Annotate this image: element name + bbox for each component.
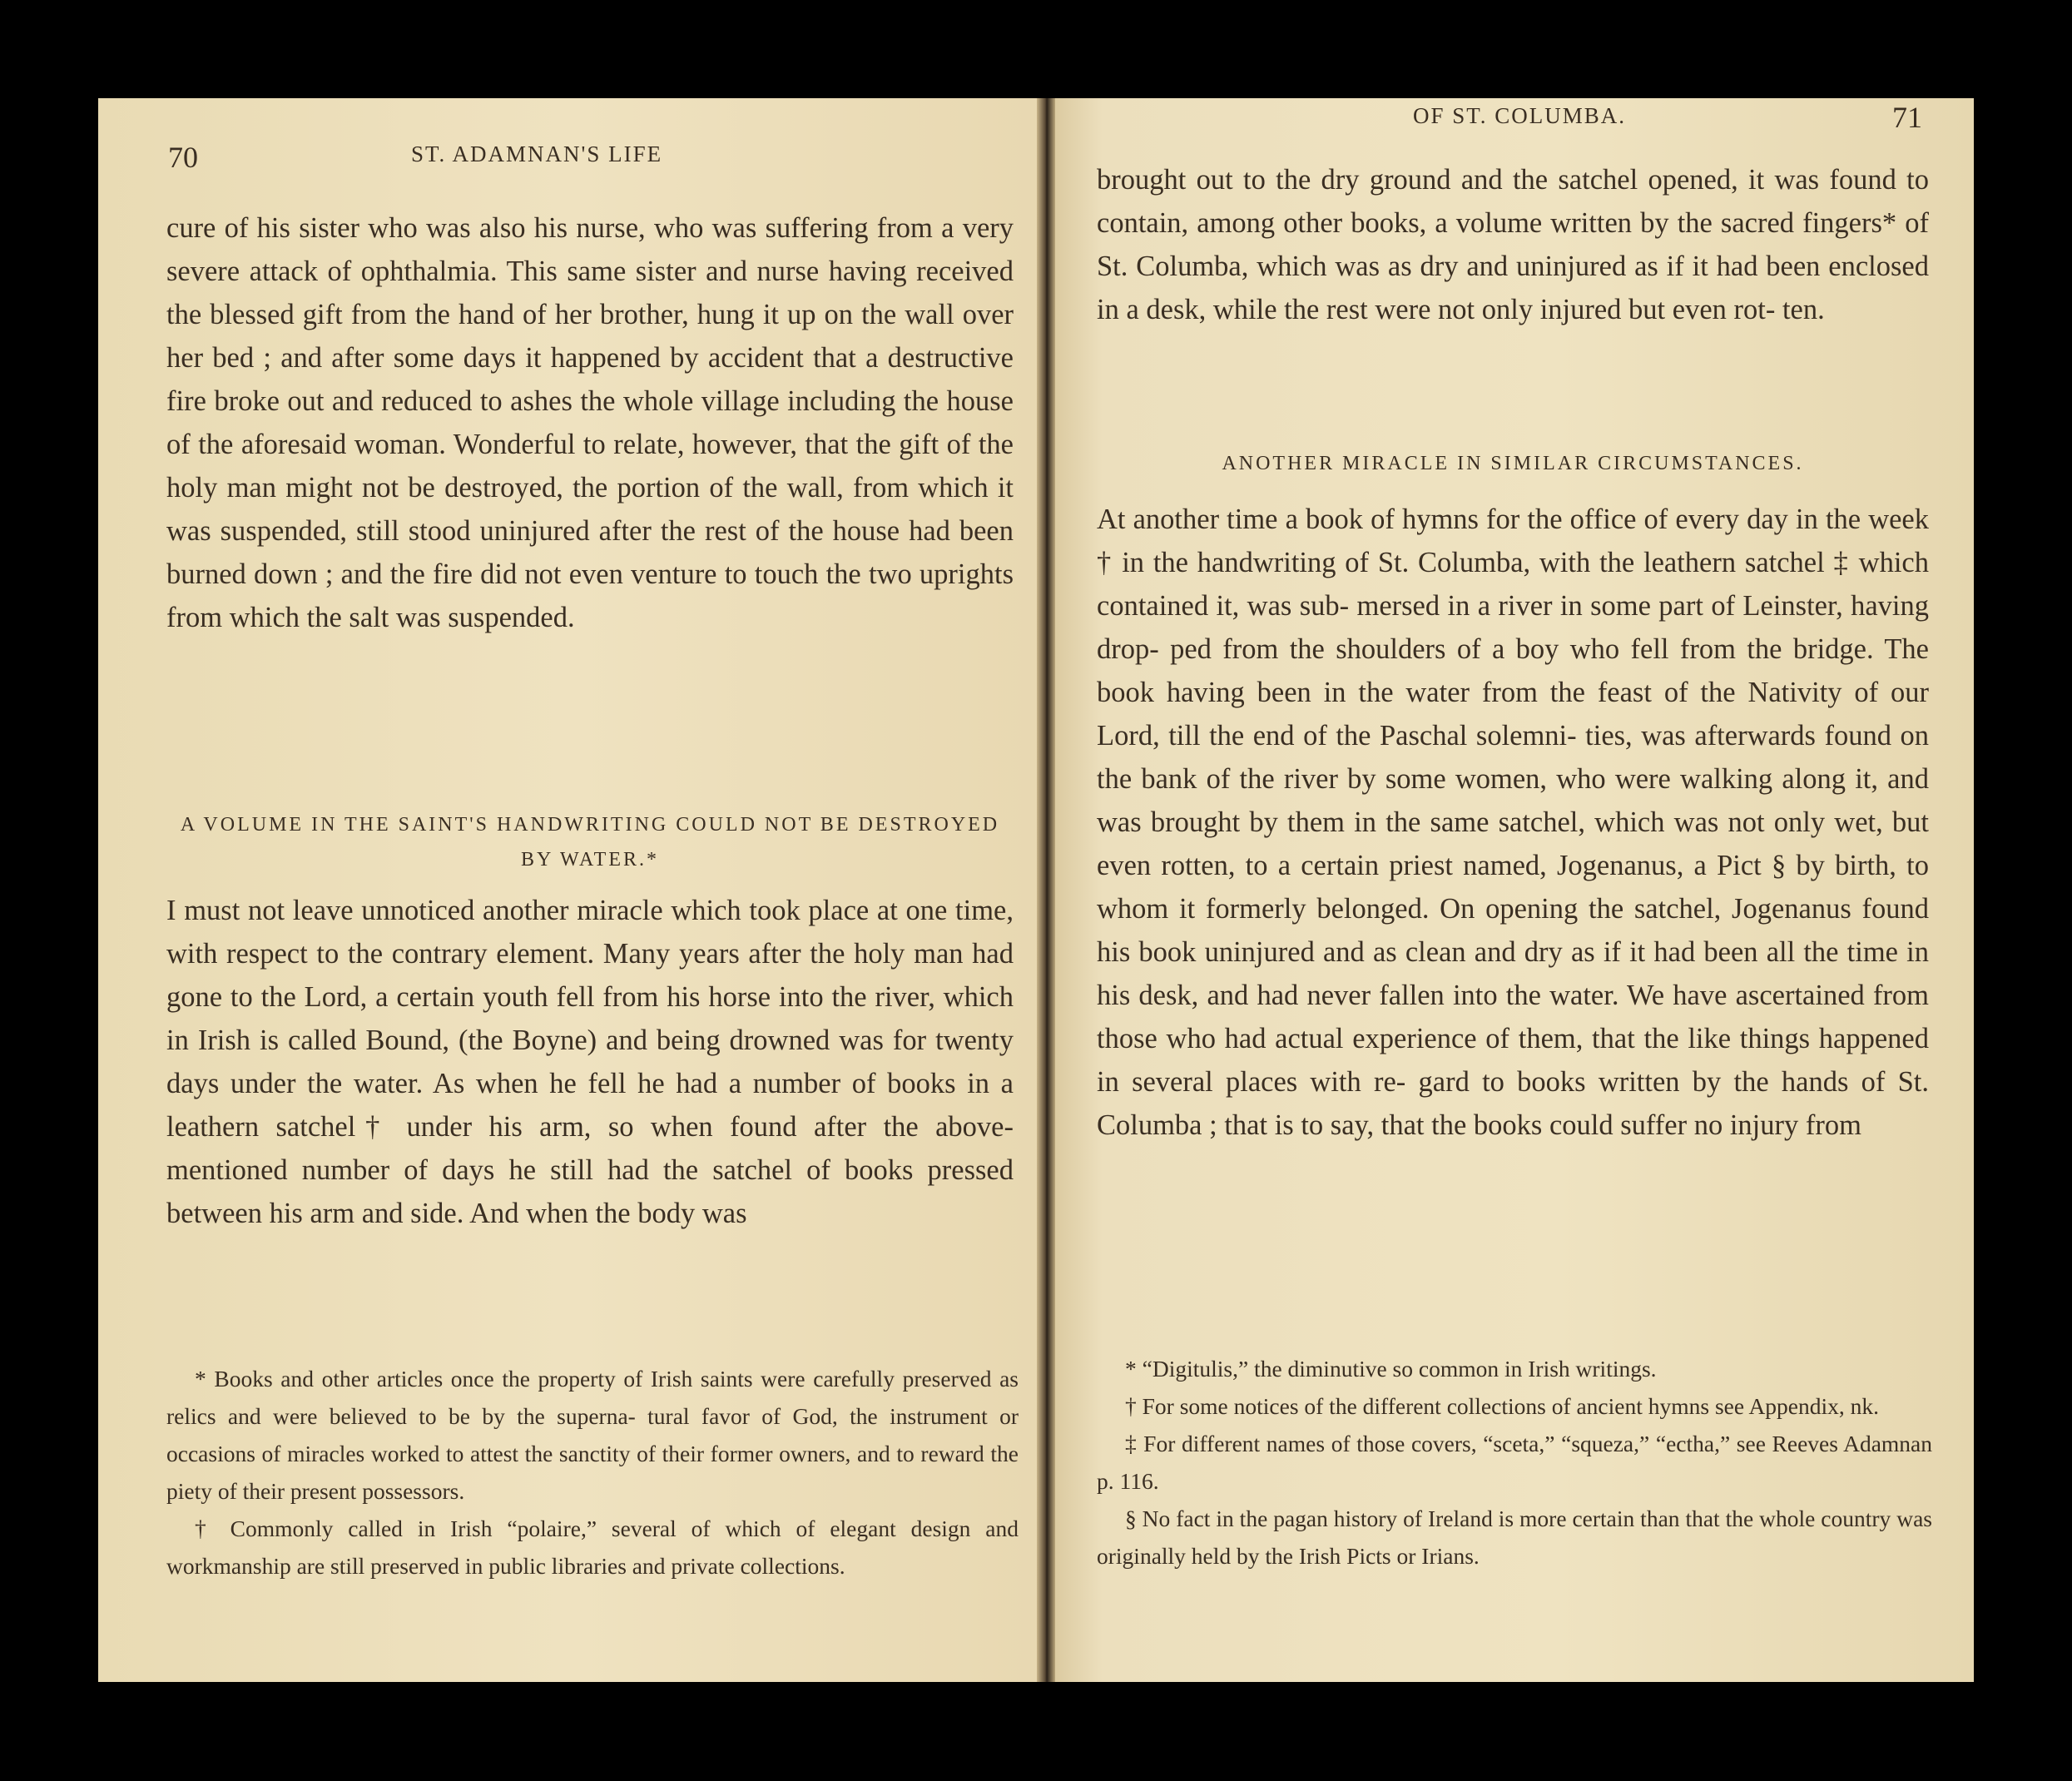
footnotes bbox=[1097, 1350, 1932, 1575]
paragraph: brought out to the dry ground and the satchel opened, it was found to contain, among other books, a volume written by the sacred fingers* of St. Columba, which was as dry and uninjured as if it had been enclosed in a desk, while the rest were not only injured but even rot- ten. bbox=[1097, 164, 1929, 325]
book-gutter bbox=[1037, 98, 1055, 1682]
footnote: § No fact in the pagan history of Ireland is more certain than that the whole country was originally held by the Irish Picts or Irians. bbox=[1097, 1506, 1932, 1569]
right-page bbox=[1047, 98, 1974, 1682]
paragraph: At another time a book of hymns for the office of every day in the week † in the handwriting of St. Columba, with the leathern satchel ‡ which contained it, was sub- mersed in a river in some part of Leinster, having drop- ped from the shoulders of a boy who fell from the bridge. The book having been in the water from the feast of the Nativity of our Lord, till the end of the Paschal solemni- ties, was afterwards found on the bank of the river by some women, who were walking along it, and was brought by them in the same satchel, which was not only wet, but even rotten, to a certain priest named, Jogenanus, a Pict § by birth, to whom it formerly belonged. On opening the satchel, Jogenanus found his book uninjured and as clean and dry as if it had been all the time in his desk, and had never fallen into the water. We have ascertained from those who had actual experience of them, that the like things happened in several places with re- gard to books written by the hands of St. Columba ; that is to say, that the books could suffer no injury from bbox=[1097, 504, 1929, 1141]
right-paragraph-1-block bbox=[1097, 158, 1929, 331]
page-number: 71 bbox=[1892, 101, 1922, 134]
book-spread bbox=[98, 98, 1974, 1682]
running-head: OF ST. COLUMBA. bbox=[1413, 103, 1627, 128]
section-heading: A VOLUME IN THE SAINT'S HANDWRITING COULD NOT BE DESTROYED BY WATER.* bbox=[180, 814, 1000, 871]
footnote: † Commonly called in Irish “polaire,” several of which of elegant design and workmanship are still preserved in public libraries and private collections. bbox=[166, 1516, 1019, 1579]
footnote: * Books and other articles once the property of Irish saints were carefully preserved as relics and were believed to be by the superna- tural favor of God, the instrument or occasions of miracles worked to attest the sanctity of their former owners, and to reward the piety of their present possessors. bbox=[166, 1366, 1019, 1504]
left-page bbox=[98, 98, 1047, 1682]
footnote: ‡ For different names of those covers, “sceta,” “squeza,” “ectha,” see Reeves Adamnan p. 116. bbox=[1097, 1431, 1932, 1494]
left-paragraph-1-block bbox=[166, 206, 1014, 639]
left-paragraph-2-block bbox=[166, 889, 1014, 1235]
footnote: † For some notices of the different collections of ancient hymns see Appendix, nk. bbox=[1125, 1393, 1880, 1419]
page-number: 70 bbox=[168, 141, 198, 174]
right-paragraph-2-block bbox=[1097, 498, 1929, 1147]
running-head: ST. ADAMNAN'S LIFE bbox=[411, 141, 663, 166]
section-heading: ANOTHER MIRACLE IN SIMILAR CIRCUMSTANCES. bbox=[1222, 453, 1804, 474]
footnote: * “Digitulis,” the diminutive so common in Irish writings. bbox=[1125, 1356, 1657, 1382]
paragraph: cure of his sister who was also his nurse, who was suffering from a very severe attack of ophthalmia. This same sister and nurse having received the blessed gift from the hand of her brother, hung it up on the wall over her bed ; and after some days it happened by accident that a destructive fire broke out and reduced to ashes the whole village including the house of the aforesaid woman. Wonderful to relate, however, that the gift of the holy man might not be destroyed, the portion of the wall, from which it was suspended, still stood uninjured after the rest of the house had been burned down ; and the fire did not even venture to touch the two uprights from which the salt was suspended. bbox=[166, 212, 1014, 633]
footnotes bbox=[166, 1360, 1019, 1585]
paragraph: I must not leave unnoticed another miracle which took place at one time, with respect to the contrary element. Many years after the holy man had gone to the Lord, a certain youth fell from his horse into the river, which in Irish is called Bound, (the Boyne) and being drowned was for twenty days under the water. As when he fell he had a number of books in a leathern satchel† under his arm, so when found after the above-mentioned number of days he still had the satchel of books pressed between his arm and side. And when the body was bbox=[166, 895, 1014, 1229]
small-caps-opening: At bbox=[1097, 504, 1126, 535]
